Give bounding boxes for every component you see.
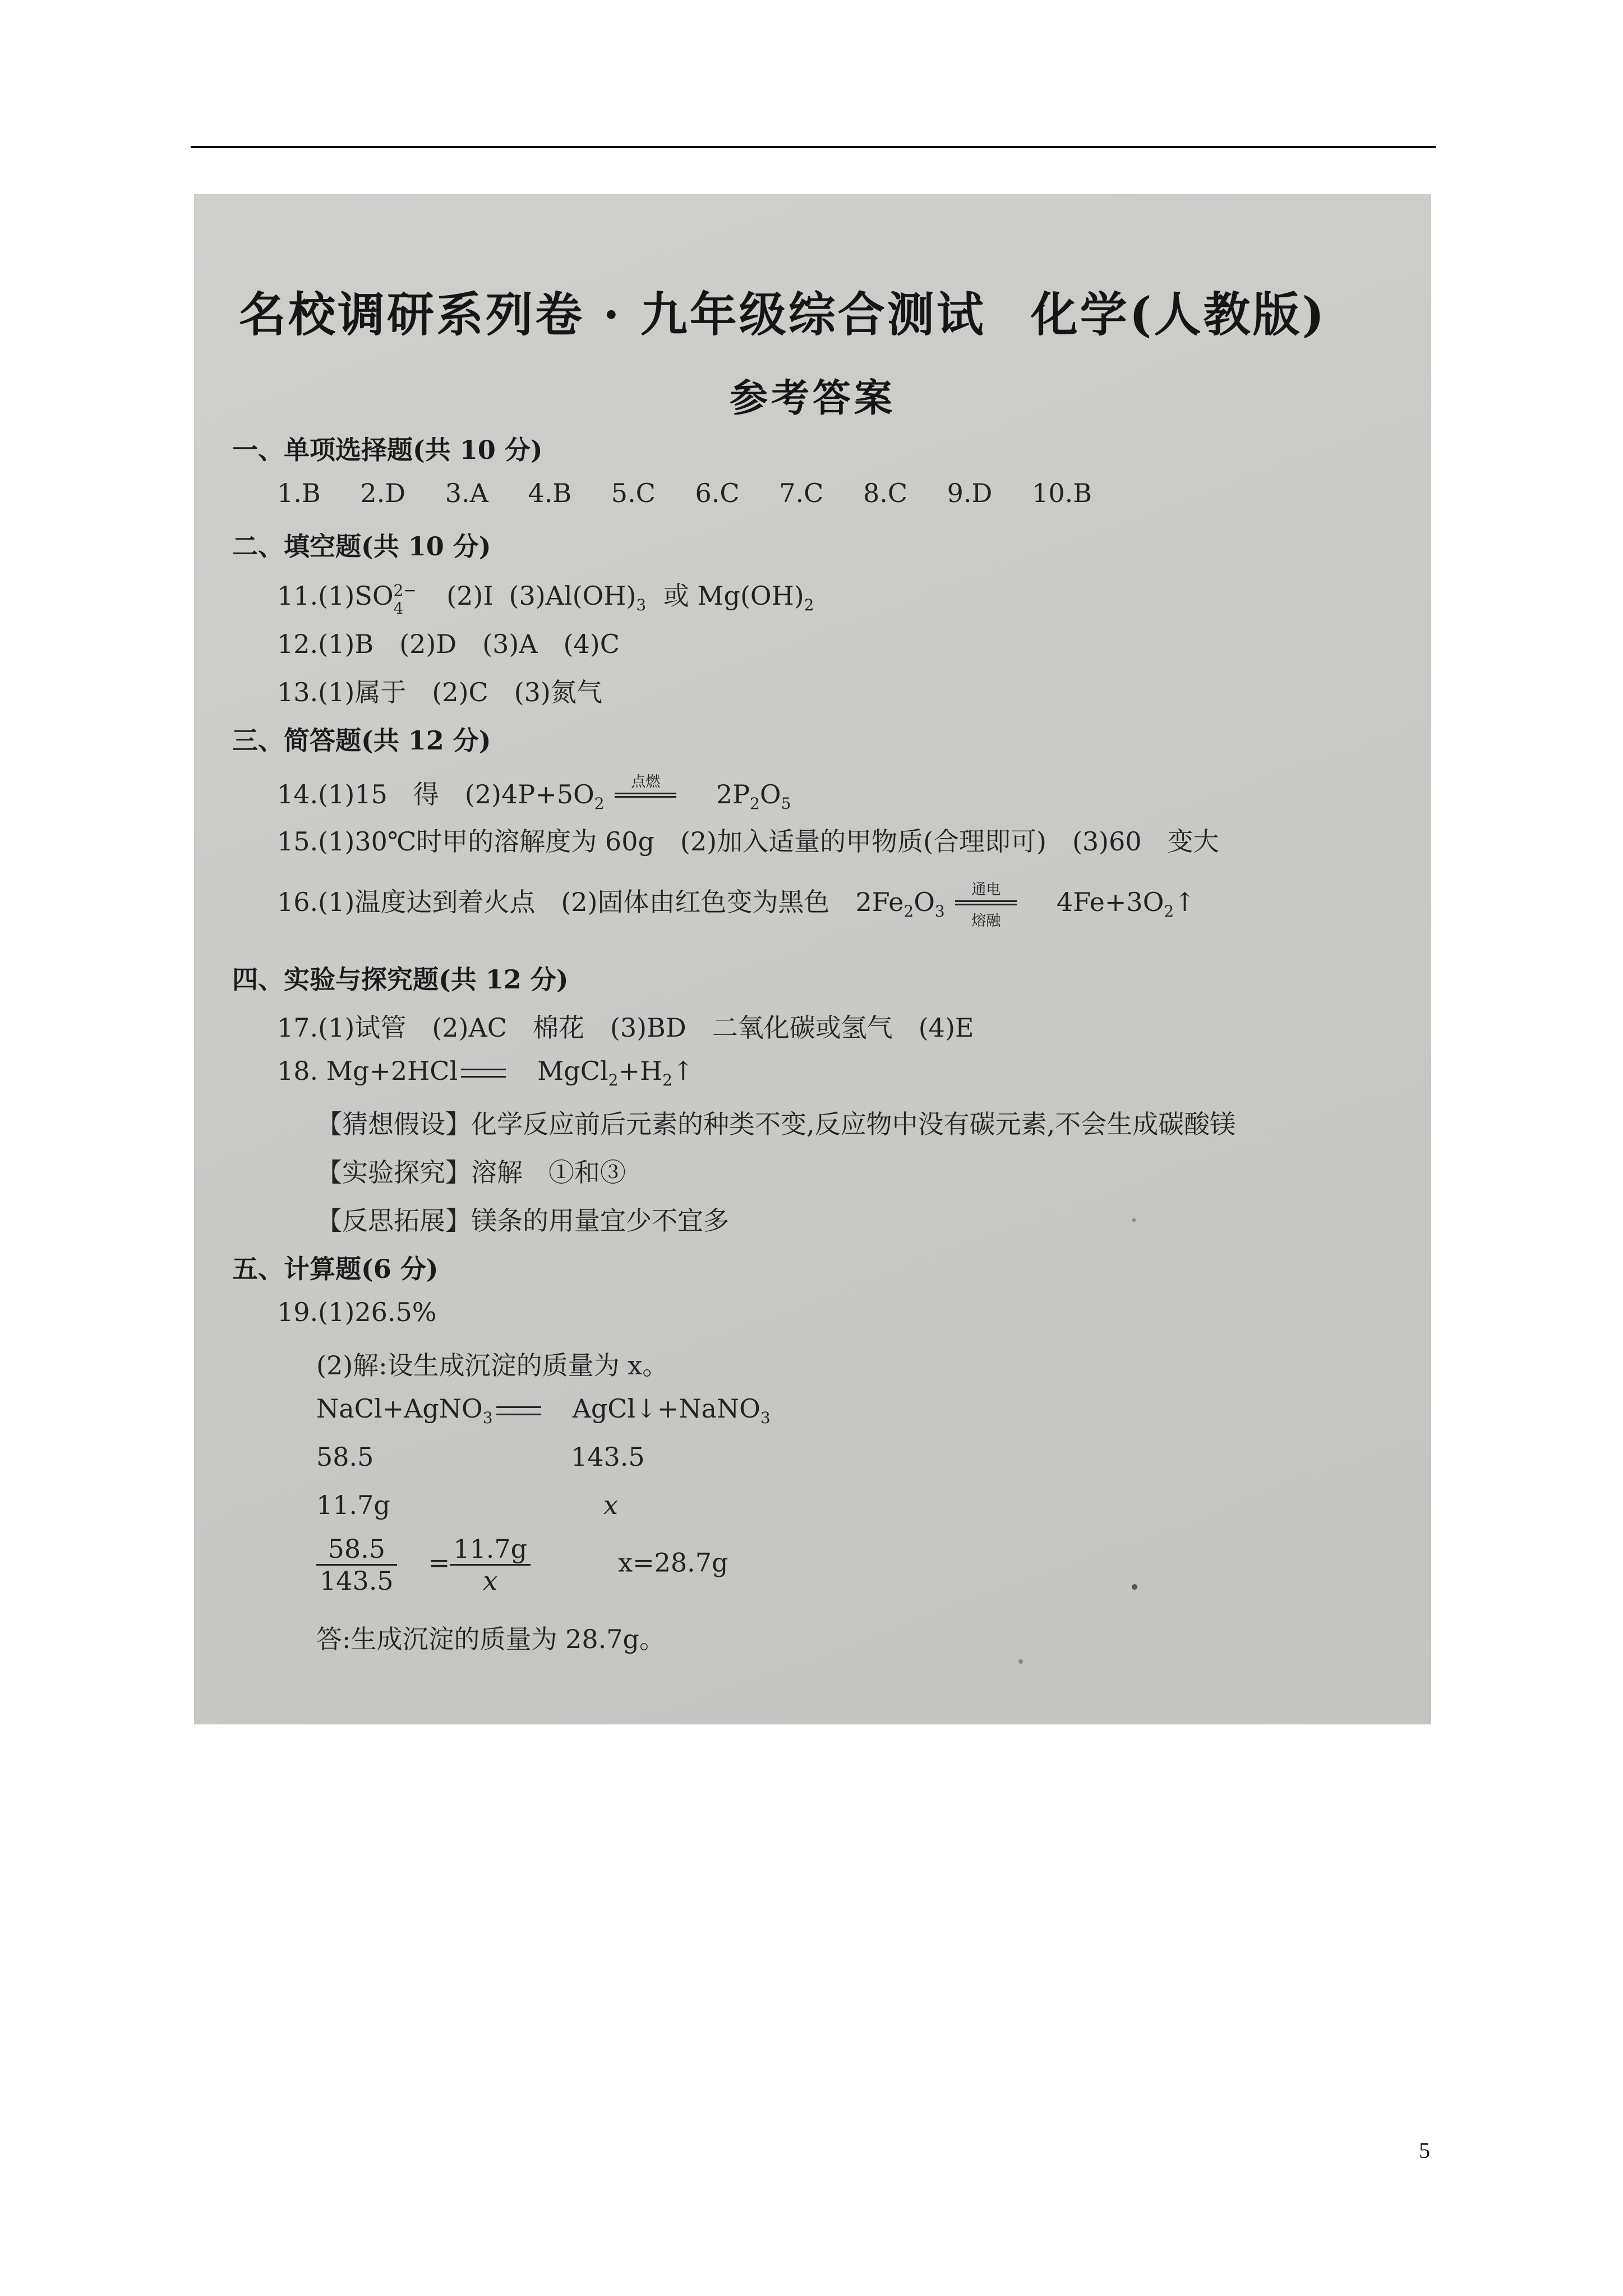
q18-explore-line: 【实验探究】溶解 ①和③ xyxy=(316,1157,626,1188)
q19-given-mass: 11.7g xyxy=(316,1490,390,1520)
q17-line: 17.(1)试管 (2)AC 棉花 (3)BD 二氧化碳或氢气 (4)E xyxy=(277,1013,974,1043)
answer-2: 2.D xyxy=(360,478,406,508)
choice-answers-line xyxy=(277,478,1123,508)
answer-9: 9.D xyxy=(947,478,993,508)
q18-line: 18. Mg+2HCl $MgCl_2+H_2↑$ xyxy=(277,1056,694,1090)
answer-8: 8.C xyxy=(863,478,908,508)
page-number: 5 xyxy=(1419,2138,1430,2163)
q11-line: 11.(1)SO 2− 4 (2)I $(3)Al(OH)_3$ 或 $Mg(OH)_2$ xyxy=(277,581,814,618)
q14-line: 14.(1)15 得 $(2)4P+5O_2$ 点燃 $2P_2O_5$ xyxy=(277,774,791,813)
section-heading-1: 一、单项选择题(共 10 分) xyxy=(232,435,543,465)
title-subject: 化学(人教版) xyxy=(1030,287,1327,342)
q19-part1-line: 19.(1)26.5% xyxy=(277,1297,437,1327)
answer-3: 3.A xyxy=(445,478,488,508)
q15-line: 15.(1)30℃时甲的溶解度为 60g (2)加入适量的甲物质(合理即可) (3)60 变大 xyxy=(277,826,1219,857)
answer-4: 4.B xyxy=(528,478,572,508)
q19-part2-line: (2)解:设生成沉淀的质量为 x。 xyxy=(316,1350,668,1381)
answer-sheet-photo xyxy=(194,194,1431,1724)
section-heading-4: 四、实验与探究题(共 12 分) xyxy=(232,964,569,995)
speck xyxy=(1132,1218,1136,1222)
section-heading-3: 三、简答题(共 12 分) xyxy=(232,725,491,756)
speck xyxy=(1132,1584,1137,1590)
q18-guess-line: 【猜想假设】化学反应前后元素的种类不变,反应物中没有碳元素,不会生成碳酸镁 xyxy=(316,1109,1236,1139)
q16-line: 16.(1)温度达到着火点 (2)固体由红色变为黑色 $2Fe_2O_3$ 通电 熔融 $4Fe+3O_2↑$ xyxy=(277,881,1196,930)
answer-5: 5.C xyxy=(611,478,656,508)
reaction-condition: 通电 熔融 xyxy=(955,890,1017,918)
header-rule xyxy=(191,146,1436,148)
q19-molar-mass-2: 143.5 xyxy=(571,1442,645,1472)
title-main: 名校调研系列卷 · 九年级综合测试 xyxy=(239,287,986,342)
page-title xyxy=(239,277,1394,345)
answer-1: 1.B xyxy=(277,478,321,508)
section-heading-2: 二、填空题(共 10 分) xyxy=(232,531,491,562)
q18-reflect-line: 【反思拓展】镁条的用量宜少不宜多 xyxy=(316,1205,729,1236)
q19-answer-line: 答:生成沉淀的质量为 28.7g。 xyxy=(316,1624,665,1654)
q13-line: 13.(1)属于 (2)C (3)氮气 xyxy=(277,677,602,707)
q12-line: 12.(1)B (2)D (3)A (4)C xyxy=(277,629,620,659)
q19-proportion-line: $\frac{58.5}{143.5}$ = $\frac{11.7g}{x}$ x=28.7g xyxy=(316,1534,728,1596)
answer-7: 7.C xyxy=(779,478,824,508)
answer-6: 6.C xyxy=(695,478,740,508)
reaction-condition: 点燃 xyxy=(615,783,676,811)
section-heading-5: 五、计算题(6 分) xyxy=(232,1254,439,1284)
fraction-left: $\frac{58.5}{143.5}$ xyxy=(316,1534,428,1596)
fraction-right: $\frac{11.7g}{x}$ xyxy=(450,1534,562,1596)
q19-result: x=28.7g xyxy=(618,1547,728,1578)
q19-equation-line: NaCl+AgNO$_3$ AgCl↓+NaNO$_3$ xyxy=(316,1393,771,1428)
answer-10: 10.B xyxy=(1032,478,1092,508)
speck xyxy=(1018,1659,1023,1664)
subtitle: 参考答案 xyxy=(729,376,896,421)
q19-unknown-mass: x xyxy=(603,1490,618,1520)
q19-molar-mass-1: 58.5 xyxy=(316,1442,374,1472)
